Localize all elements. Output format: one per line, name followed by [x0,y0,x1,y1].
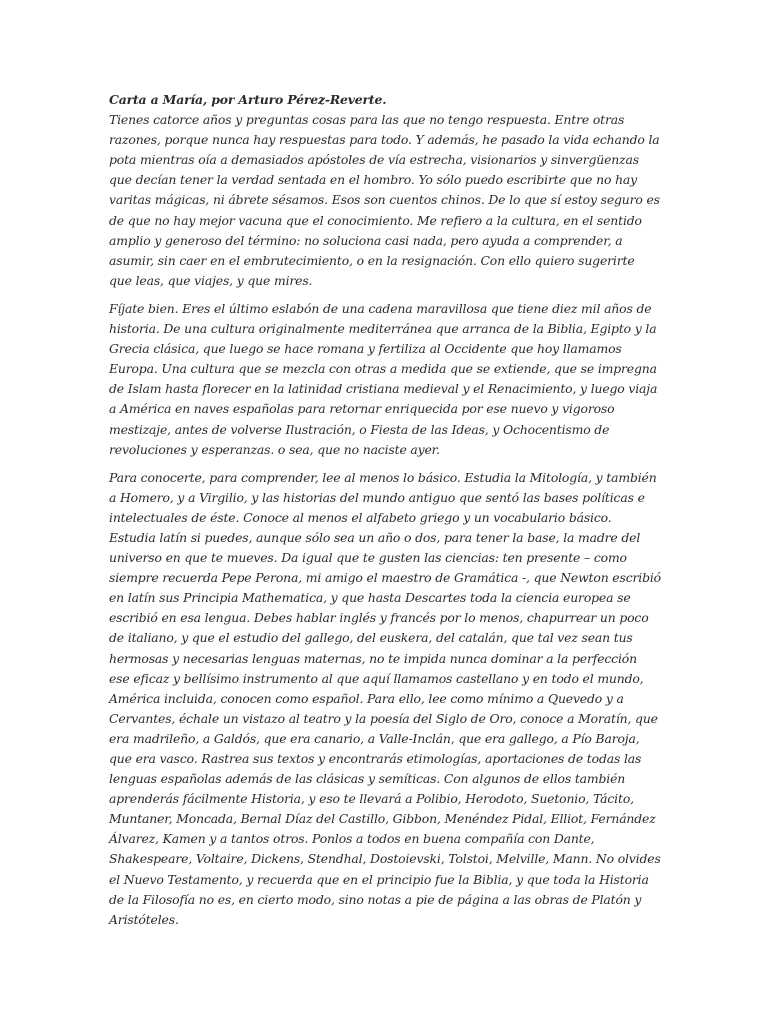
document-heading [109,90,661,110]
document-page [109,90,661,938]
title-separator: , por [202,92,239,107]
document-title: Carta a María [109,92,203,107]
paragraph-1: Tienes catorce años y preguntas cosas para las que no tengo respuesta. Entre otras razones, porque nunca hay respuestas para todo. Y además, he pasado la vida echando la pota mientras oía a demasiados apóstoles de vía estrecha, visionarios y sinvergüenzas que decían tener la verdad sentada en el hombro. Yo sólo puedo escribirte que no hay varitas mágicas, ni ábrete sésamos. Esos son cuentos chinos. De lo que sí estoy seguro es de que no hay mejor vacuna que el conocimiento. Me refiero a la cultura, en el sentido amplio y generoso del término: no soluciona casi nada, pero ayuda a comprender, a asumir, sin caer en el embrutecimiento, o en la resignación. Con ello quiero sugerirte que leas, que viajes, y que mires. [109,112,660,288]
paragraph-2: Fíjate bien. Eres el último eslabón de una cadena maravillosa que tiene diez mil años de historia. De una cultura originalmente mediterránea que arranca de la Biblia, Egipto y la Grecia clásica, que luego se hace romana y fertiliza al Occidente que hoy llamamos Europa. Una cultura que se mezcla con otras a medida que se extiende, que se impregna de Islam hasta florecer en la latinidad cristiana medieval y el Renacimiento, y luego viaja a América en naves españolas para retornar enriquecida por ese nuevo y vigoroso mestizaje, antes de volverse Ilustración, o Fiesta de las Ideas, y Ochocentismo de revoluciones y esperanzas. o sea, que no naciste ayer. [109,300,658,457]
document-author: Arturo Pérez-Reverte [238,92,383,107]
title-end: . [382,92,387,107]
paragraph-3: Para conocerte, para comprender, lee al menos lo básico. Estudia la Mitología, y también a Homero, y a Virgilio, y las historias del mundo antiguo que sentó las bases políticas e intelectuales de éste. Conoce al menos el alfabeto griego y un vocabulario básico. Estudia latín si puedes, aunque sólo sea un año o dos, para tener la base, la madre del universo en que te mueves. Da igual que te gusten las ciencias: ten presente – como siempre recuerda Pepe Perona, mi amigo el maestro de Gramática -, que Newton escribió en latín sus Principia Mathematica, y que hasta Descartes toda la ciencia europea se escribió en esa lengua. Debes hablar inglés y francés por lo menos, chapurrear un poco de italiano, y que el estudio del gallego, del euskera, del catalán, que tal vez sean tus hermosas y necesarias lenguas maternas, no te impida nunca dominar a la perfección ese eficaz y bellísimo instrumento al que aquí llamamos castellano y en todo el mundo, América incluida, conocen como español. Para ello, lee como mínimo a Quevedo y a Cervantes, échale un vistazo al teatro y la poesía del Siglo de Oro, conoce a Moratín, que era madrileño, a Galdós, que era canario, a Valle-Inclán, que era gallego, a Pío Baroja, que era vasco. Rastrea sus textos y encontrarás etimologías, aportaciones de todas las lenguas españolas además de las clásicas y semíticas. Con algunos de ellos también aprenderás fácilmente Historia, y eso te llevará a Polibio, Herodoto, Suetonio, Tácito, Muntaner, Moncada, Bernal Díaz del Castillo, Gibbon, Menéndez Pidal, Elliot, Fernández Álvarez, Kamen y a tantos otros. Ponlos a todos en buena compañía con Dante, Shakespeare, Voltaire, Dickens, Stendhal, Dostoievski, Tolstoi, Melville, Mann. No olvides el Nuevo Testamento, y recuerda que en el principio fue la Biblia, y que toda la Historia de la Filosofía no es, en cierto modo, sino notas a pie de página a las obras de Platón y Aristóteles. [109,469,661,927]
